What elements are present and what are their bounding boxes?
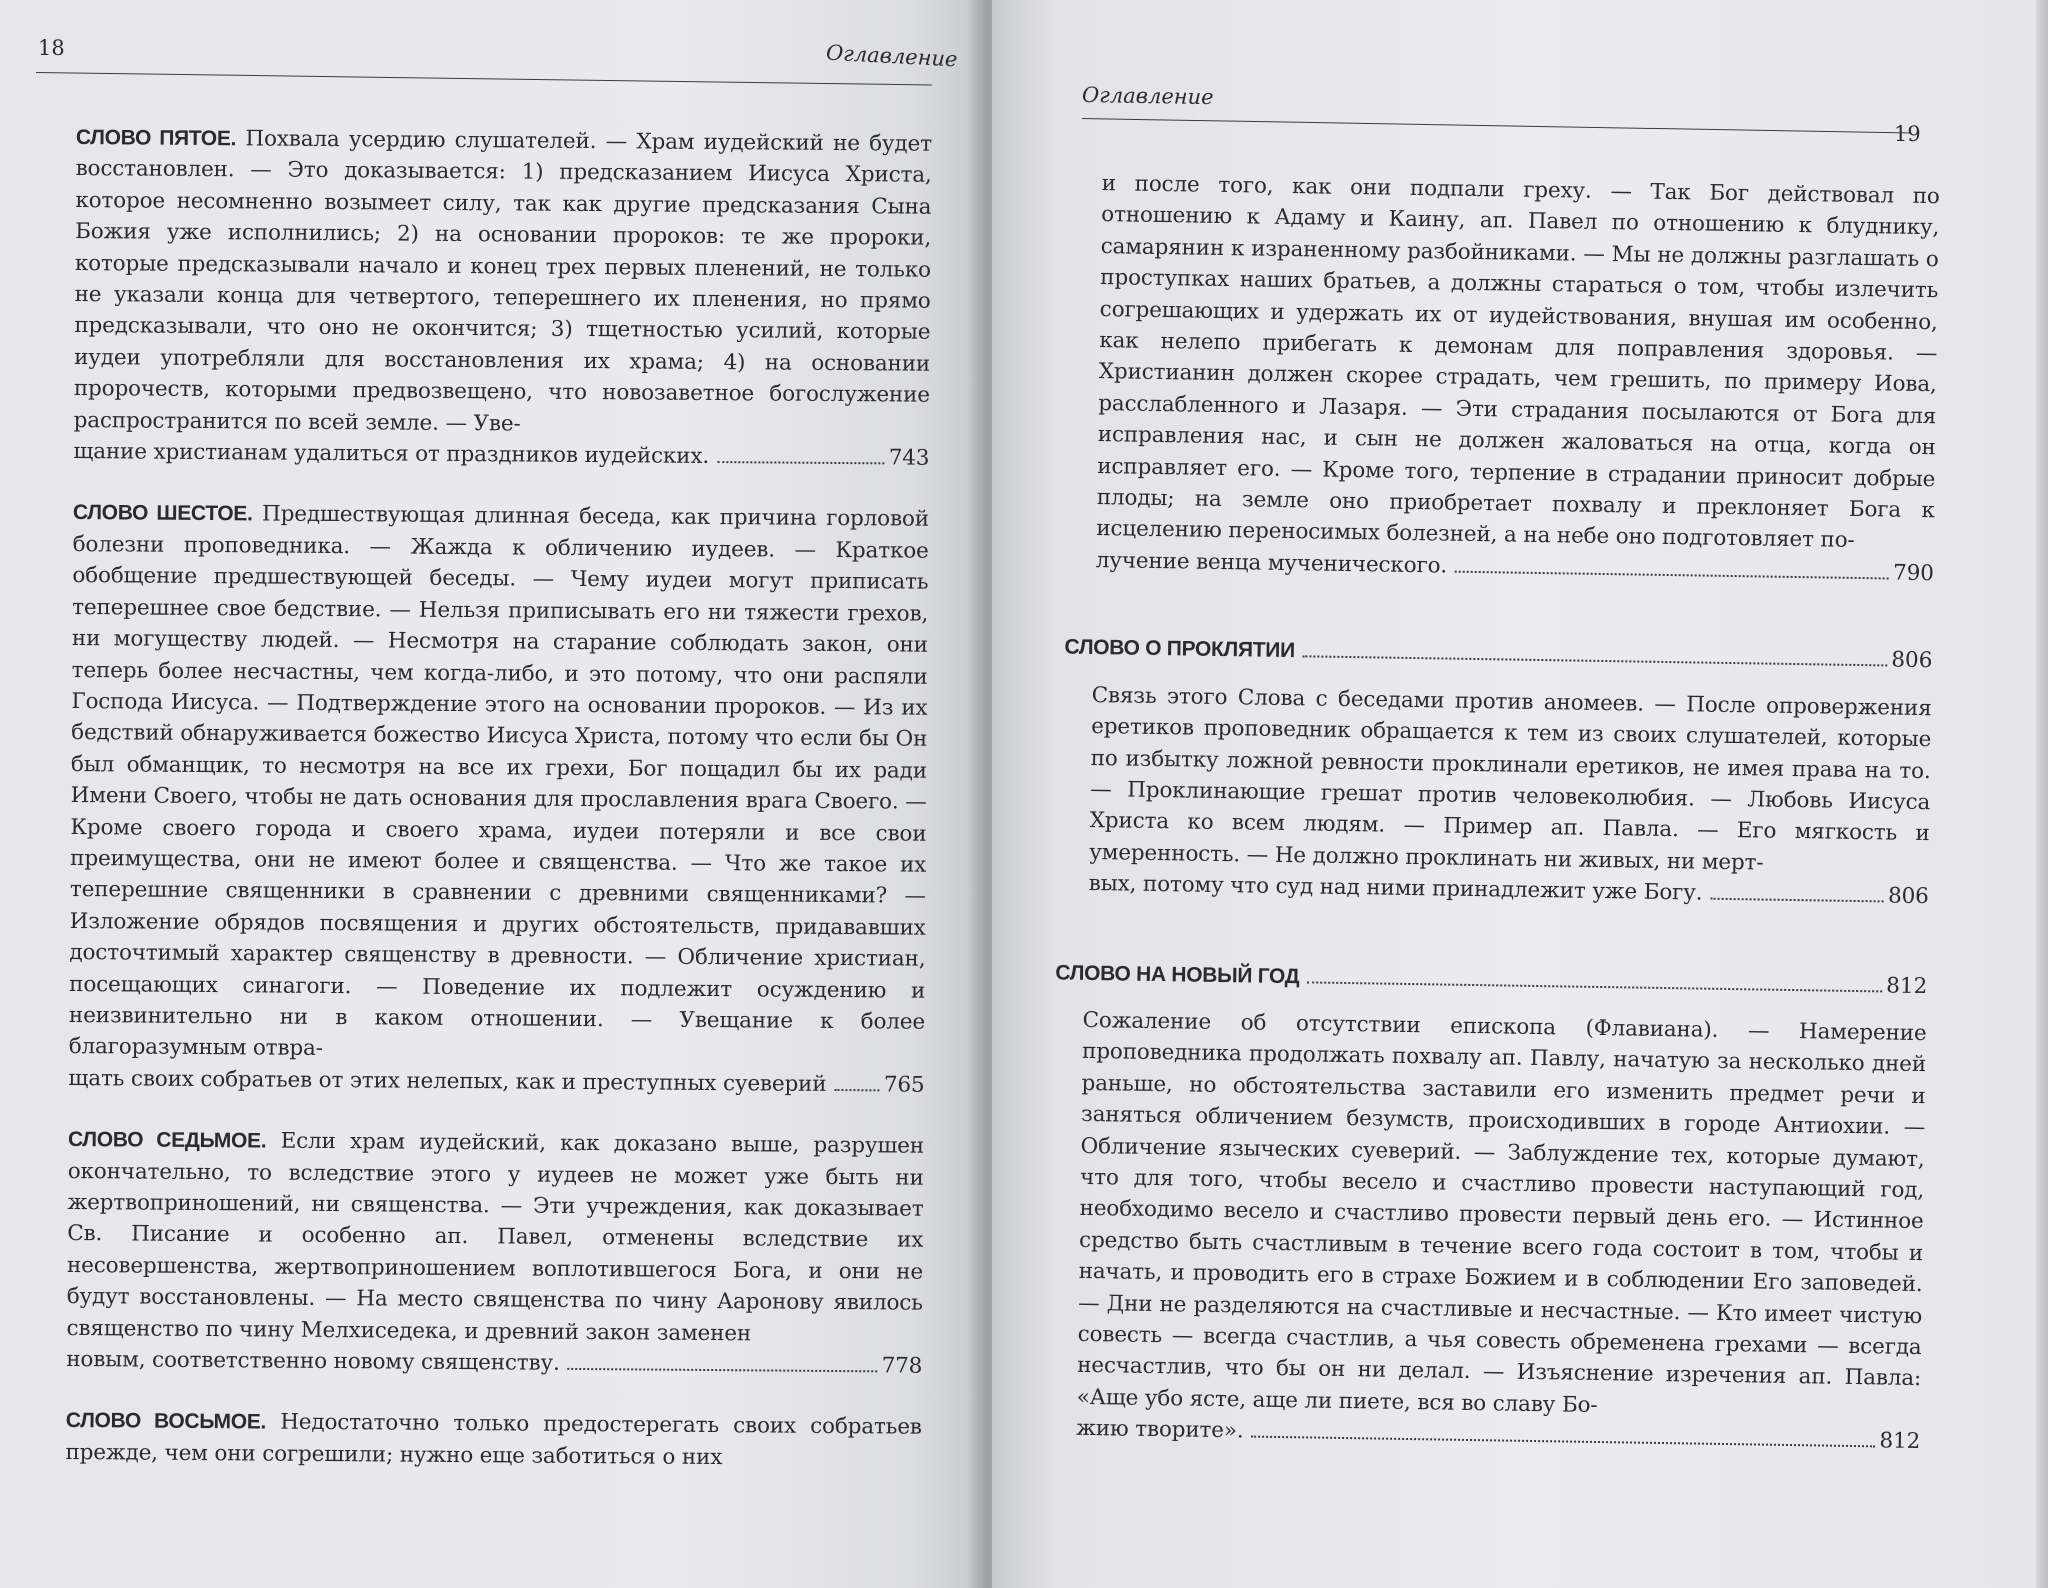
entry-tail [73, 436, 929, 474]
entry-body: Недостаточно только предостерегать своих собратьев прежде, чем они согрешили; нужно еще заботиться о них [65, 1410, 922, 1470]
leader-dots [834, 1089, 879, 1091]
leader-dots [1303, 656, 1887, 667]
entry-tail-text: щание христианам удалиться от праздников иудейских. [73, 439, 710, 470]
section-tail-text: жию творите». [1076, 1416, 1244, 1444]
toc-section-novyi-god [1048, 957, 1928, 1458]
section-title: СЛОВО НА НОВЫЙ ГОД [1055, 960, 1300, 988]
entry-tail-text: новым, соответственно новому священству. [66, 1346, 560, 1376]
left-column [65, 122, 932, 1505]
section-tail-page-number: 806 [1887, 883, 1929, 910]
section-page-number: 806 [1891, 647, 1933, 674]
leader-dots [1307, 981, 1882, 992]
section-tail-text: вых, потому что суд над ними принадлежит уже Богу. [1088, 871, 1703, 906]
entry-body: Предшествующая длинная беседа, как причина горловой болезни проповедника. — Жажда к обличению иудеев. — Краткое обобщение предшествующей беседы. — Чему иудеи могут приписать теперешнее свое бедствие. — Нельзя приписывать его ни тяжести грехов, ни могуществу людей. — Несмотря на старание соблюдать закон, они теперь более несчастны, чем когда-либо, и это потому, что они распяли Господа Иисуса. — Подтверждение этого на основании пророков. — Из их бедствий обнаруживается божество Иисуса Христа, потому что если бы Он был обманщик, то несмотря на все их грехи, Бог пощадил бы их ради Имени Своего, чтобы не дать основания для прославления врага Своего. — Кроме своего города и своего храма, иудеи потеряли и все свои преимущества, они не имеют более и священства. — Что же такое их теперешние священники в сравнении с древними священниками? — Изложение обрядов посвящения и других обстоятельств, придававших досточтимый характер священству в древности. — Обличение христиан, посещающих синагоги. — Поведение их подлежит осуждению и неизвинительно ни в каком отношении. — Увещание к более благоразумным отвра- [68, 501, 930, 1062]
left-page-number: 18 [38, 36, 65, 60]
entry-page-number: 743 [888, 445, 930, 471]
right-header-rule [1082, 118, 1910, 133]
section-tail [1076, 1413, 1920, 1458]
entry-body: Похвала усердию слушателей. — Храм иудейский не будет восстановлен. — Это доказывается: 1) предсказанием Иисуса Христа, которое несомненно возымеет силу, так как другие предсказания Сына Божия уже исполнились; 2) на основании пророков: те же пророки, которые предсказывали начало и конец трех первых пленений, не только не указали конца для четвертого, теперешнего их пленения, но прямо предсказывали, что оно не окончится; 3) тщетностью усилий, которые иудеи употребляли для восстановления их храма; 4) на основании пророчеств, которыми предвозвещено, что новозаветное богослужение распространится по всей земле. — Уве- [73, 126, 932, 437]
section-page-number: 812 [1886, 973, 1928, 999]
entry-body: и после того, как они подпали греху. — Так Бог действовал по отношению к Адаму и Каину, ап. Павел по отношению к блуднику, самарянин к израненному разбойниками. — Мы не должны разглашать о проступках наших братьев, а должны стараться о том, чтобы излечить согрешающих и удержать их от иудействования, внушая им особенно, как нелепо прибегать к демонам для поправления здоровья. — Христианин должен скорее страдать, чем грешить, по примеру Иова, расслабленного и Лазаря. — Эти страдания посылаются от Бога для исправления нас, и сын не должен жаловаться на отца, когда он исправляет его. — Кроме того, терпение в страдании приносит добрые плоды; на земле оно приобретает похвалу и преклоняет Бога к исцелению переносимых болезней, а на небе оно подготовляет по- [1096, 171, 1940, 554]
right-page-number: 19 [1894, 122, 1921, 146]
section-description [1048, 1004, 1927, 1457]
toc-continuation [1092, 168, 1940, 589]
entry-tail-text: щать своих собратьев от этих нелепых, как и преступных суеверий [68, 1065, 827, 1097]
left-running-head: Оглавление [825, 40, 959, 72]
toc-entry-slovo-5 [73, 122, 932, 474]
left-page [0, 0, 980, 1588]
entry-page-number: 778 [881, 1353, 923, 1379]
right-running-head: Оглавление [1081, 82, 1214, 110]
toc-section-proklyatie [1061, 632, 1933, 913]
leader-dots [1455, 571, 1889, 580]
entry-title: СЛОВО ШЕСТОЕ. [72, 501, 253, 526]
section-heading-row [1064, 632, 1932, 677]
toc-entry-slovo-6 [68, 497, 929, 1100]
left-header-rule [36, 72, 932, 86]
entry-title: СЛОВО СЕДЬМОЕ. [67, 1128, 267, 1153]
right-page [992, 0, 2048, 1588]
entry-tail [66, 1344, 922, 1382]
leader-dots [1710, 898, 1884, 903]
toc-entry-slovo-8 [65, 1405, 921, 1475]
section-body: Сожаление об отсутствии епископа (Флавиана). — Намерение проповедника продолжать похвалу ап. Павлу, начатую за несколько дней раньше, но обстоятельства заставили его изменить предмет речи и заняться обличением безумств, происходивших в городе Антиохии. — Обличение языческих суеверий. — Заблуждение тех, которые думают, что для того, чтобы весело и счастливо провести наступающий год, необходимо весело и счастливо провести первый день его. — Истинное средство быть счастливым в течение всего года состоит в том, чтобы и начать, и проводить его в страхе Божием и в соблюдении Его заповедей. — Дни не разделяются на счастливые и несчастные. — Кто имеет чистую совесть — всегда счастлив, а чья совесть обременена грехами — всегда несчастлив, что бы он ни делал. — Изъяснение изречения ап. Павла: «Аще убо ясте, аще ли пиете, вся во славу Бо- [1076, 1007, 1927, 1418]
section-tail [1089, 868, 1929, 913]
entry-tail-text: лучение венца мученического. [1095, 547, 1448, 579]
section-body: Связь этого Слова с беседами против аномеев. — После опровержения еретиков проповедник обращается к тем из своих слушателей, которые по избытку ложной ревности проклинали еретиков, не имея права на то. — Проклинающие грешат против человеколюбия. — Любовь Иисуса Христа ко всем людям. — Пример ап. Павла. — Его мягкость и умеренность. — Не должно проклинать ни живых, ни мерт- [1089, 682, 1932, 876]
leader-dots [568, 1368, 878, 1372]
entry-tail [68, 1063, 924, 1101]
entry-page-number: 765 [883, 1072, 925, 1098]
section-heading-row [1055, 957, 1927, 1002]
right-column [1055, 168, 1940, 1458]
section-tail-page-number: 812 [1879, 1428, 1921, 1455]
section-description [1061, 679, 1932, 912]
entry-body: Если храм иудейский, как доказано выше, разрушен окончательно, то вследствие этого у иудеев не может уже быть ни жертвоприношений, ни священства. — Эти учреждения, как доказывает Св. Писание и особенно ап. Павел, отменены вследствие их несовершенства, жертвоприношением воплотившегося Бога, и они не будут восстановлены. — На место священства по чину Ааронову явилось священство по чину Мелхиседека, и древний закон заменен [66, 1128, 925, 1346]
entry-title: СЛОВО ВОСЬМОЕ. [65, 1409, 267, 1434]
entry-page-number: 790 [1892, 560, 1934, 587]
leader-dots [717, 461, 885, 464]
entry-title: СЛОВО ПЯТОЕ. [75, 125, 237, 151]
leader-dots [1251, 1436, 1875, 1448]
page-edge [2036, 0, 2048, 1588]
section-title: СЛОВО О ПРОКЛЯТИИ [1064, 635, 1296, 663]
toc-entry-slovo-7 [66, 1124, 924, 1382]
